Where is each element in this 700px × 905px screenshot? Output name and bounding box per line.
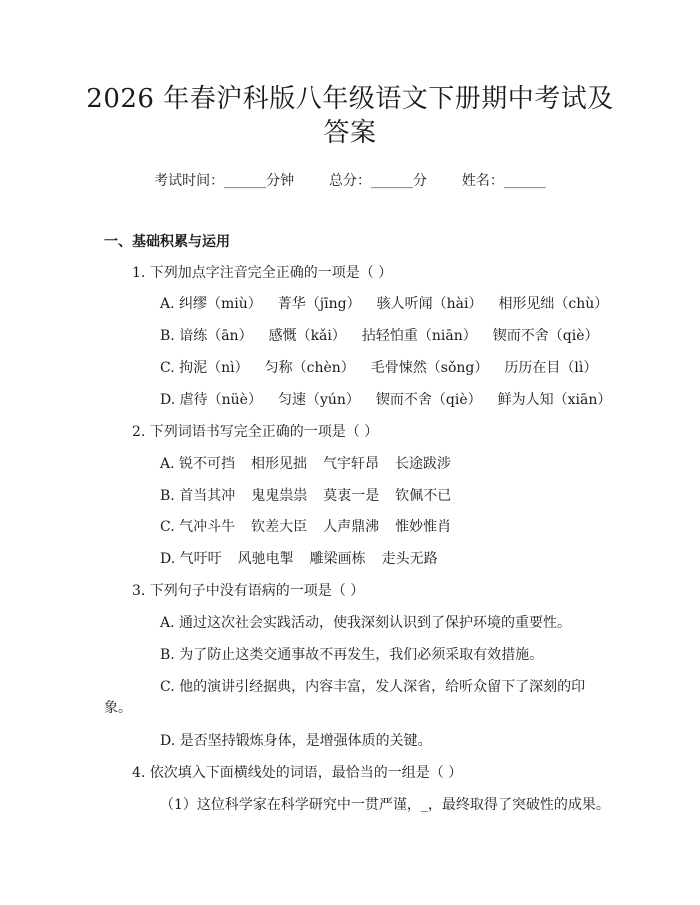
- option-text: 为了防止这类交通事故不再发生，我们必须采取有效措施。: [179, 647, 544, 663]
- option-label: A.: [160, 615, 175, 631]
- option-text: 是否坚持锻炼身体，是增强体质的关键。: [179, 733, 432, 749]
- q4-subquestion-1: （1）这位科学家在科学研究中一贯严谨，_，最终取得了突破性的成果。: [160, 797, 610, 813]
- option-word: 气吁吁: [179, 551, 222, 567]
- option-label: D.: [160, 733, 176, 749]
- option-word: 雕梁画栋: [309, 551, 366, 567]
- option-label: C.: [160, 679, 175, 695]
- q3-option-c-wrap: 象。: [104, 700, 132, 716]
- option-word: 锲而不舍（qiè）: [492, 328, 599, 344]
- time-label: 考试时间：: [154, 173, 225, 189]
- option-word: 历历在目（lì）: [504, 360, 598, 376]
- title-line-1: 2026 年春沪科版八年级语文下册期中考试及: [86, 84, 614, 114]
- option-word: 谙练（ān）: [179, 328, 253, 344]
- option-word: 纠缪（miù）: [179, 296, 262, 312]
- option-word: 钦佩不已: [395, 488, 452, 504]
- option-word: 拈轻怕重（niān）: [361, 328, 477, 344]
- option-label: C.: [160, 519, 175, 535]
- option-label: D.: [160, 551, 176, 567]
- option-label: D.: [160, 392, 176, 408]
- option-word: 相形见绌（chù）: [498, 296, 609, 312]
- option-word: 菁华（jīng）: [277, 296, 361, 312]
- q1-option-c: [160, 357, 597, 377]
- option-word: 匀称（chèn）: [264, 360, 355, 376]
- q2-option-a: [160, 453, 451, 473]
- option-word: 莫衷一是: [323, 488, 380, 504]
- option-label: A.: [160, 456, 175, 472]
- q2-option-c: [160, 516, 451, 536]
- option-label: C.: [160, 360, 175, 376]
- option-word: 人声鼎沸: [323, 519, 380, 535]
- option-word: 惟妙惟肖: [395, 519, 452, 535]
- option-word: 走头无路: [381, 551, 438, 567]
- option-word: 长途跋涉: [395, 456, 452, 472]
- q1-option-a: [160, 293, 608, 313]
- option-word: 气冲斗牛: [179, 519, 236, 535]
- score-label: 总分：: [329, 173, 371, 189]
- option-label: B.: [160, 647, 175, 663]
- option-text: 通过这次社会实践活动，使我深刻认识到了保护环境的重要性。: [179, 615, 572, 631]
- option-word: 风驰电掣: [237, 551, 294, 567]
- option-word: 鬼鬼祟祟: [251, 488, 308, 504]
- option-word: 鲜为人知（xiān）: [497, 392, 612, 408]
- option-text: 他的演讲引经据典，内容丰富，发人深省，给听众留下了深刻的印: [179, 679, 586, 695]
- option-word: 锲而不舍（qiè）: [375, 392, 482, 408]
- score-blank: ______: [371, 173, 413, 189]
- option-word: 匀速（yún）: [277, 392, 360, 408]
- option-word: 首当其冲: [179, 488, 236, 504]
- title-line-2: 答案: [323, 118, 377, 148]
- q3-option-d: [160, 730, 432, 750]
- q2-option-d: [160, 548, 438, 568]
- q3-option-b: [160, 644, 543, 664]
- option-word: 相形见拙: [251, 456, 308, 472]
- option-word: 锐不可挡: [179, 456, 236, 472]
- option-word: 骇人听闻（hài）: [376, 296, 483, 312]
- section-heading: 一、基础积累与运用: [104, 234, 230, 250]
- score-unit: 分: [413, 173, 427, 189]
- option-label: A.: [160, 296, 175, 312]
- option-word: 虐待（nüè）: [179, 392, 262, 408]
- name-blank: ______: [503, 173, 546, 189]
- q3-option-c: [160, 676, 585, 696]
- option-word: 感慨（kǎi）: [268, 328, 346, 344]
- q2-option-b: [160, 485, 451, 505]
- option-label: B.: [160, 328, 175, 344]
- time-unit: 分钟: [266, 173, 295, 189]
- question-3-stem: 3. 下列句子中没有语病的一项是（ ）: [132, 583, 365, 599]
- question-2-stem: 2. 下列词语书写完全正确的一项是（ ）: [132, 424, 379, 440]
- q1-option-b: [160, 325, 598, 345]
- option-word: 钦差大臣: [251, 519, 308, 535]
- question-1-stem: 1. 下列加点字注音完全正确的一项是（ ）: [132, 265, 393, 281]
- page-title: [40, 82, 660, 150]
- exam-meta: [0, 170, 700, 190]
- option-label: B.: [160, 488, 175, 504]
- option-word: 气宇轩昂: [323, 456, 380, 472]
- option-word: 毛骨悚然（sǒng）: [370, 360, 489, 376]
- option-word: 拘泥（nì）: [179, 360, 249, 376]
- name-label: 姓名：: [461, 173, 504, 189]
- question-4-stem: 4. 依次填入下面横线处的词语，最恰当的一组是（ ）: [132, 765, 463, 781]
- q1-option-d: [160, 389, 611, 409]
- q3-option-a: [160, 612, 571, 632]
- time-blank: ______: [224, 173, 267, 189]
